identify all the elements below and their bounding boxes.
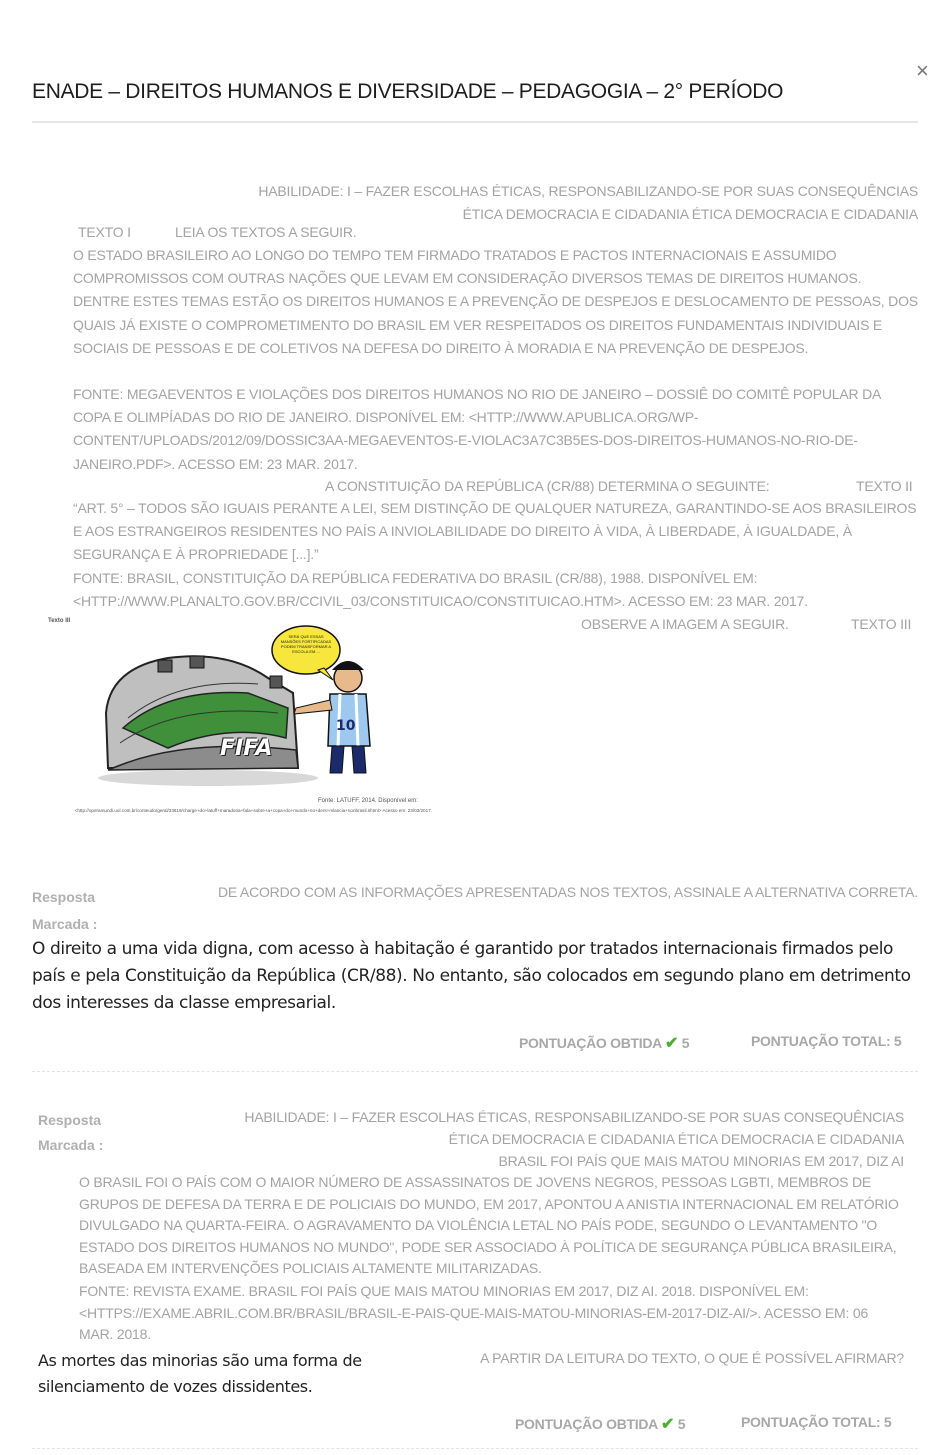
- q1-texto1-source: FONTE: MEGAEVENTOS E VIOLAÇÕES DOS DIREITOS HUMANOS NO RIO DE JANEIRO – DOSSIÊ DO COMITÊ POPULAR DA COPA E OLIMPÍADAS DO RIO DE JANEIRO. DISPONÍVEL EM: <HTTP://WWW.APUBLICA.ORG/WP-CONTENT/UPLOADS/2012/09/DOSSIC3AA-MEGAEVENTOS-E-VIOLAC3A7C3B5ES-DOS-DIREITOS-HUMANOS-NO-RIO-DE-JANEIRO.PDF>. ACESSO EM: 23 MAR. 2017.: [73, 386, 881, 472]
- cartoon-header: Texto III: [48, 618, 71, 624]
- q1-texto2-label: TEXTO II: [856, 478, 913, 494]
- q2-heading: BRASIL FOI PAÍS QUE MAIS MATOU MINORIAS EM 2017, DIZ AI: [498, 1153, 904, 1169]
- q2-topic: ÉTICA DEMOCRACIA E CIDADANIA ÉTICA DEMOCRACIA E CIDADANIA: [448, 1131, 904, 1147]
- q1-texto2-body: “ART. 5° – TODOS SÃO IGUAIS PERANTE A LEI, SEM DISTINÇÃO DE QUALQUER NATUREZA, GARANTINDO-SE AOS BRASILEIROS E AOS ESTRANGEIROS RESIDENTES NO PAÍS A INVIOLABILIDADE DO DIREITO À VIDA, À LIBERDADE, À IGUALDADE, À SEGURANÇA E À PROPRIEDADE [...].”: [73, 500, 917, 563]
- q1-answer-label-1: Resposta: [32, 889, 96, 905]
- check-icon: ✔: [665, 1035, 679, 1052]
- q2-answer-text: As mortes das minorias são uma forma de silenciamento de vozes dissidentes.: [38, 1351, 362, 1396]
- question-divider: [32, 1071, 918, 1073]
- q2-source: FONTE: REVISTA EXAME. BRASIL FOI PAÍS QUE MAIS MATOU MINORIAS EM 2017, DIZ AI. 2018. DISPONÍVEL EM: <HTTPS://EXAME.ABRIL.COM.BR/BRASIL/BRASIL-E-PAIS-QUE-MAIS-MATOU-MINORIAS-EM-2017-DIZ-AI/>. ACESSO EM: 06 MAR. 2018.: [79, 1283, 869, 1343]
- q1-prompt: DE ACORDO COM AS INFORMAÇÕES APRESENTADAS NOS TEXTOS, ASSINALE A ALTERNATIVA CORRETA.: [217, 884, 918, 900]
- q1-texto3-intro: OBSERVE A IMAGEM A SEGUIR.: [581, 616, 789, 632]
- svg-text:10: 10: [336, 718, 356, 734]
- check-icon: ✔: [661, 1416, 675, 1433]
- q1-score: [519, 1033, 689, 1053]
- q1-answer-label-2: Marcada :: [32, 916, 98, 932]
- q1-score-label: PONTUAÇÃO OBTIDA: [519, 1035, 662, 1051]
- cartoon-drawing: [48, 618, 432, 828]
- q2-habilidade: HABILIDADE: I – FAZER ESCOLHAS ÉTICAS, RESPONSABILIZANDO-SE POR SUAS CONSEQUÊNCIAS: [244, 1109, 904, 1125]
- q2-score: [515, 1414, 685, 1434]
- q1-habilidade: HABILIDADE: I – FAZER ESCOLHAS ÉTICAS, RESPONSABILIZANDO-SE POR SUAS CONSEQUÊNCIAS: [258, 183, 918, 199]
- q1-texto1-label: TEXTO I: [78, 224, 131, 240]
- q1-topic: ÉTICA DEMOCRACIA E CIDADANIA ÉTICA DEMOCRACIA E CIDADANIA: [462, 206, 918, 222]
- cartoon-source-url: <http://operamundi.uol.com.br/conteudo/geral/33619/charge+do+latuff+maradona+fala+sobre+a+copa+do+mundo+no+ders+mlancia+nonbrasil.shtml> Acesso em: 23/03/2017.: [74, 808, 432, 813]
- q2-total: PONTUAÇÃO TOTAL: 5: [741, 1414, 892, 1430]
- close-icon[interactable]: ×: [916, 58, 929, 83]
- cartoon-source: Fonte: LATUFF, 2014. Disponível em:: [318, 798, 418, 804]
- cartoon-image: [48, 618, 432, 828]
- q1-answer-text: O direito a uma vida digna, com acesso à habitação é garantido por tratados internacionais firmados pelo país e pela Constituição da República (CR/88). No entanto, são colocados em segundo plano em detrimento dos interesses da classe empresarial.: [32, 939, 911, 1013]
- q1-leia: LEIA OS TEXTOS A SEGUIR.: [175, 224, 357, 240]
- title-divider: [32, 121, 918, 123]
- modal-title: ENADE – DIREITOS HUMANOS E DIVERSIDADE – PEDAGOGIA – 2° PERÍODO: [32, 80, 784, 103]
- q1-texto3-label: TEXTO III: [851, 616, 912, 632]
- q1-score-value: 5: [681, 1035, 690, 1051]
- q1-texto2-intro: A CONSTITUIÇÃO DA REPÚBLICA (CR/88) DETERMINA O SEGUINTE:: [325, 478, 770, 494]
- q2-body: O BRASIL FOI O PAÍS COM O MAIOR NÚMERO DE ASSASSINATOS DE JOVENS NEGROS, PESSOAS LGBTI, MEMBROS DE GRUPOS DE DEFESA DA TERRA E DE POLICIAIS DO MUNDO, EM 2017, APONTOU A ANISTIA INTERNACIONAL EM RELATÓRIO DIVULGADO NA QUARTA-FEIRA. O AGRAVAMENTO DA VIOLÊNCIA LETAL NO PAÍS PODE, SEGUNDO O LEVANTAMENTO "O ESTADO DOS DIREITOS HUMANOS NO MUNDO", PODE SER ASSOCIADO À POLÍTICA DE SEGURANÇA PÚBLICA BRASILEIRA, BASEADA EM INTERVENÇÕES POLICIAIS ALTAMENTE MILITARIZADAS.: [79, 1174, 899, 1277]
- cartoon-fifa-sign: FIFA: [220, 736, 273, 761]
- q1-texto2-source: FONTE: BRASIL, CONSTITUIÇÃO DA REPÚBLICA FEDERATIVA DO BRASIL (CR/88), 1988. DISPONÍVEL EM: <HTTP://WWW.PLANALTO.GOV.BR/CCIVIL_03/CONSTITUICAO/CONSTITUICAO.HTM>. ACESSO EM: 23 MAR. 2017.: [73, 570, 808, 610]
- q1-total: PONTUAÇÃO TOTAL: 5: [751, 1033, 902, 1049]
- q2-score-label: PONTUAÇÃO OBTIDA: [515, 1416, 658, 1432]
- q2-prompt: A PARTIR DA LEITURA DO TEXTO, O QUE É POSSÍVEL AFIRMAR?: [480, 1350, 904, 1366]
- question-divider: [32, 1448, 918, 1450]
- q2-answer-label-2: Marcada :: [38, 1137, 104, 1153]
- q2-answer-label-1: Resposta: [38, 1112, 102, 1128]
- q2-score-value: 5: [677, 1416, 686, 1432]
- cartoon-bubble-text: SERÁ QUE ESSAS MANSÕES FORTIFICADAS PODEM TRANSFORMAR A ESCOLA EM ...: [280, 634, 332, 654]
- q1-texto1-body: O ESTADO BRASILEIRO AO LONGO DO TEMPO TEM FIRMADO TRATADOS E PACTOS INTERNACIONAIS E ASSUMIDO COMPROMISSOS COM OUTRAS NAÇÕES QUE LEVAM EM CONSIDERAÇÃO DIVERSOS TEMAS DE DIREITOS HUMANOS. DENTRE ESTES TEMAS ESTÃO OS DIREITOS HUMANOS E A PREVENÇÃO DE DESPEJOS E DESLOCAMENTO DE PESSOAS, DOS QUAIS JÁ EXISTE O COMPROMETIMENTO DO BRASIL EM VER RESPEITADOS OS DIREITOS FUNDAMENTAIS INDIVIDUAIS E SOCIAIS DE PESSOAS E DE COLETIVOS NA DEFESA DO DIREITO À MORADIA E NA PREVENÇÃO DE DESPEJOS.: [73, 247, 918, 356]
